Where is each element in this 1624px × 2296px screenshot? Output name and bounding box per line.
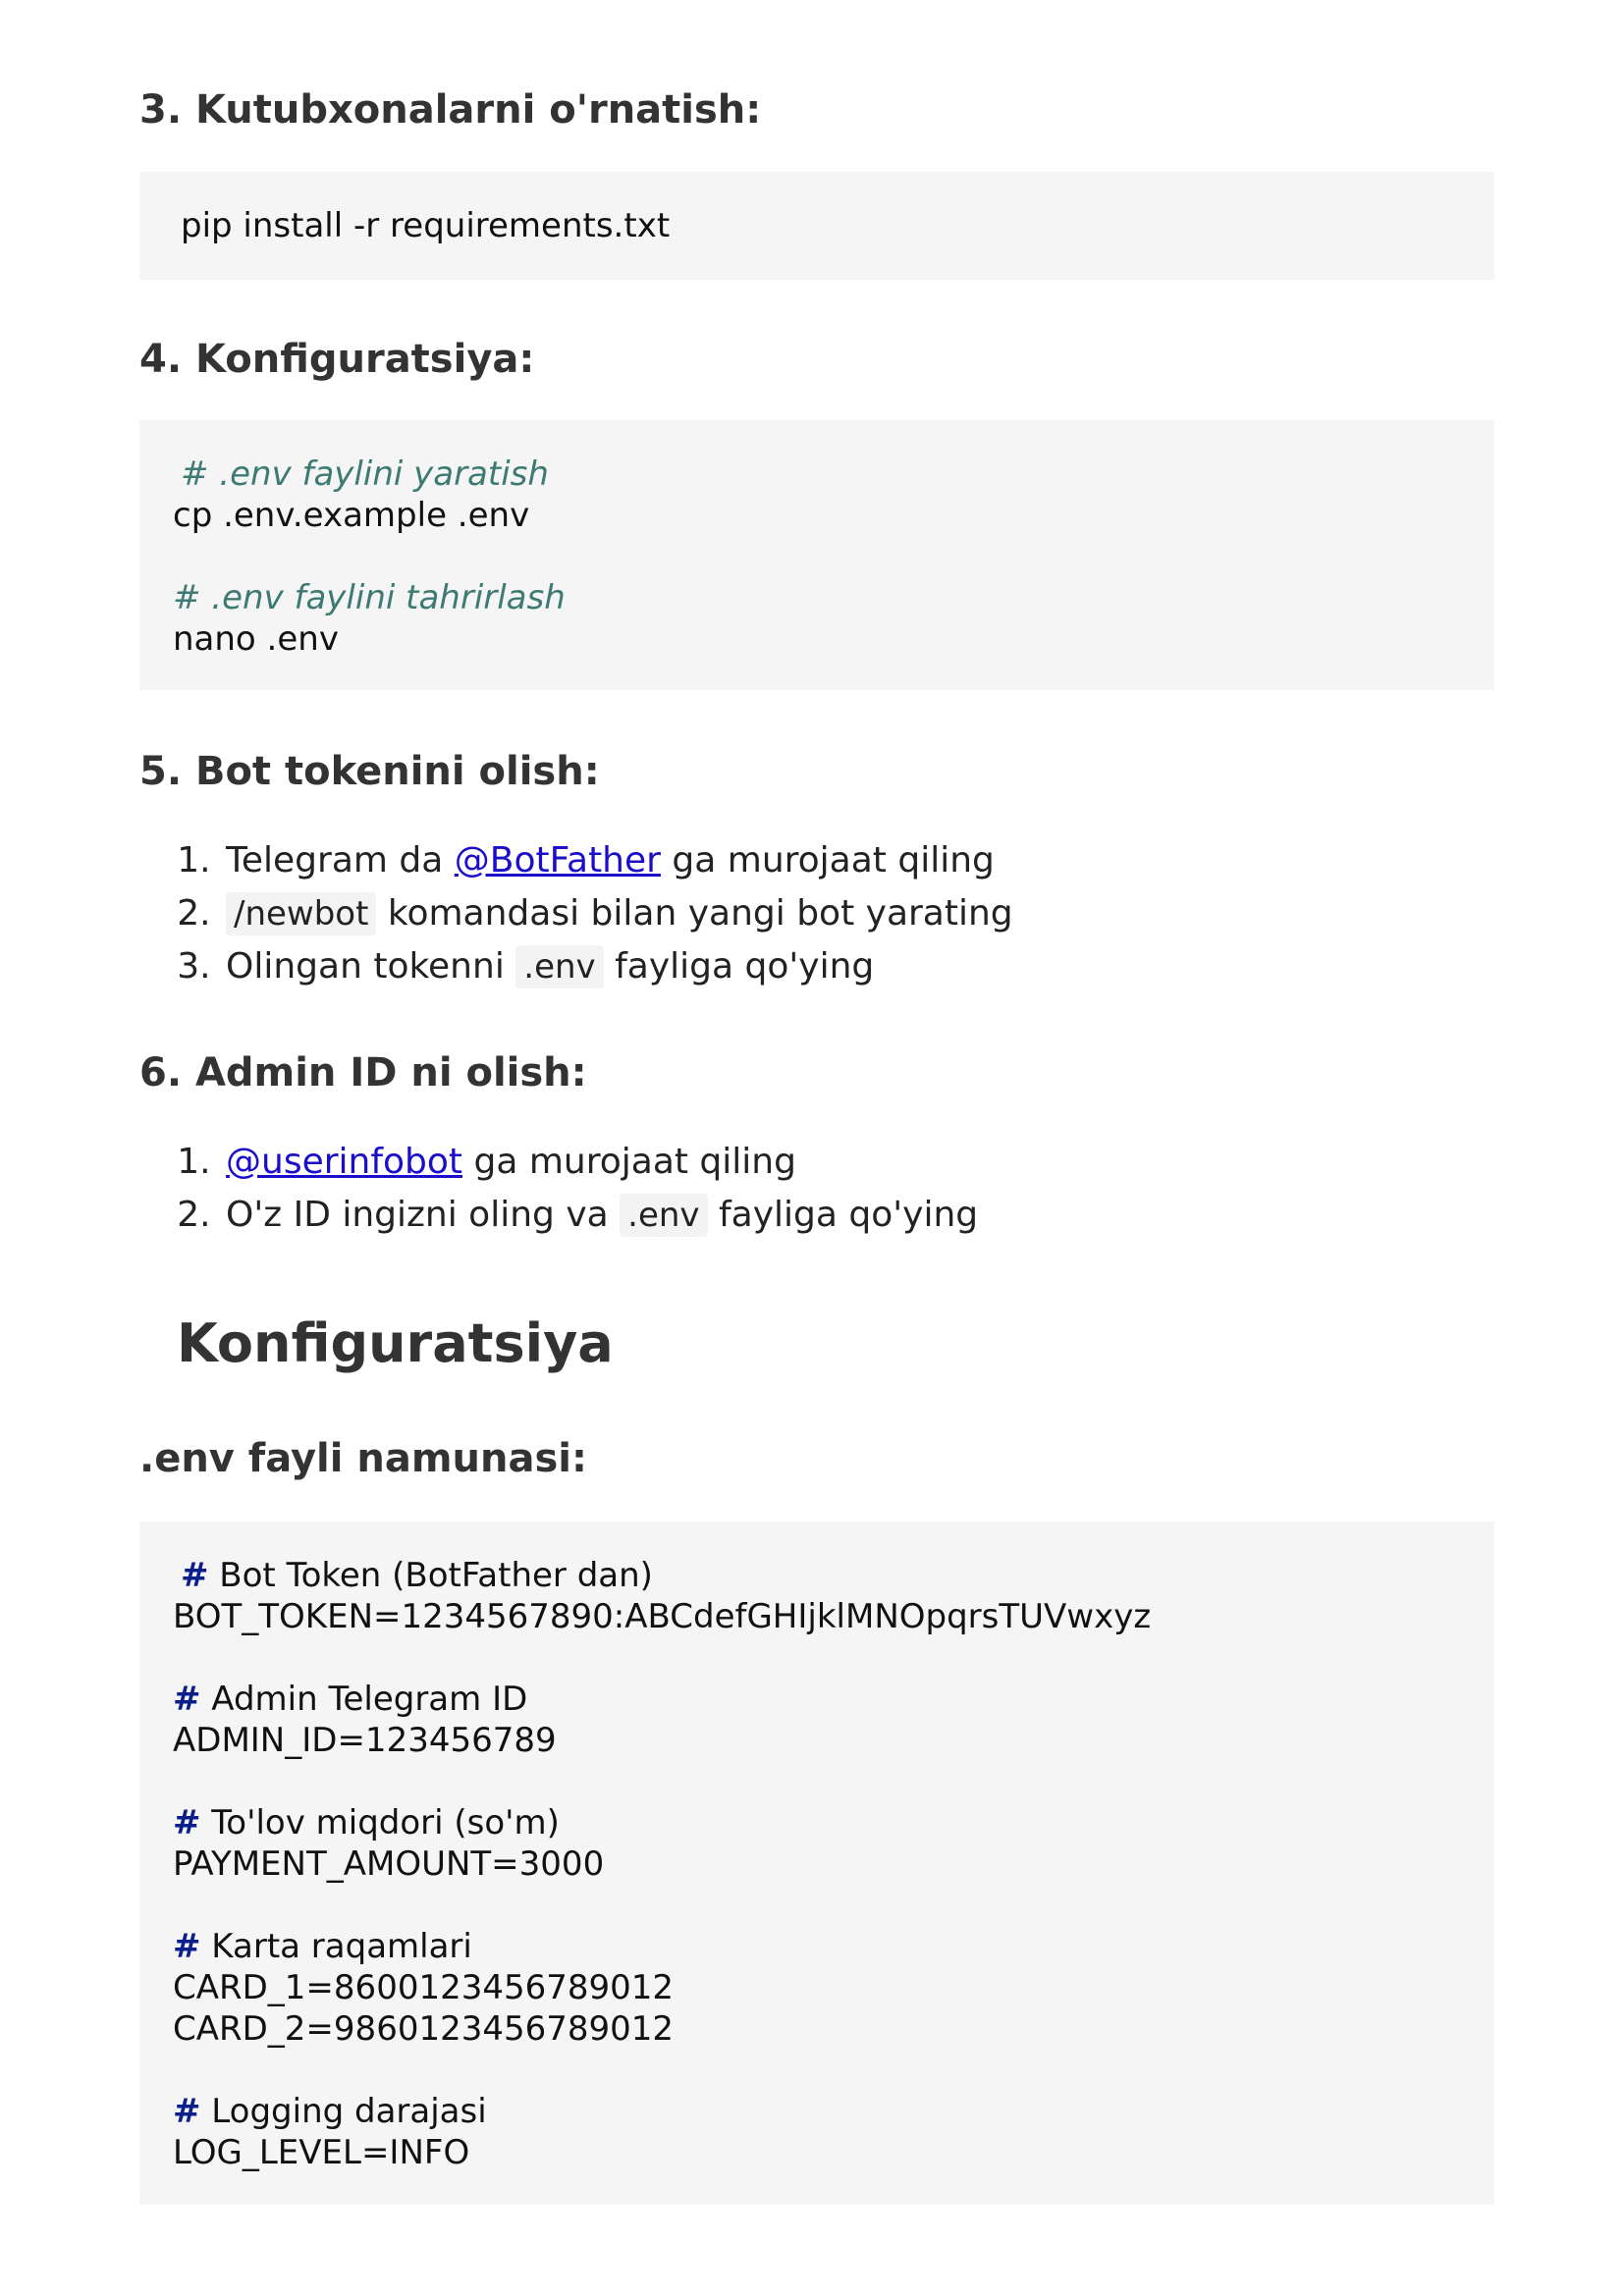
list-item: 1. @userinfobot ga murojaat qiling <box>222 1136 978 1189</box>
code-line: CARD_2=9860123456789012 <box>173 2009 675 2049</box>
botfather-link[interactable]: @BotFather <box>454 840 661 881</box>
code-block-install <box>139 172 1494 280</box>
env-sample-heading: .env fayli namunasi: <box>139 1436 587 1481</box>
code-comment: # .env faylini tahrirlash <box>173 578 566 617</box>
list-item: 1. Telegram da @BotFather ga murojaat qiling <box>222 834 1013 887</box>
code-line: LOG_LEVEL=INFO <box>173 2133 470 2172</box>
heading-admin: 6. Admin ID ni olish: <box>139 1050 587 1095</box>
code-block-env <box>139 1522 1494 2205</box>
code-block-config <box>139 420 1494 690</box>
code-line: ADMIN_ID=123456789 <box>173 1721 557 1760</box>
code-line: PAYMENT_AMOUNT=3000 <box>173 1844 605 1884</box>
heading-token: 5. Bot tokenini olish: <box>139 749 600 794</box>
code-comment: # To'lov miqdori (so'm) <box>173 1803 560 1842</box>
inline-code: .env <box>515 945 603 988</box>
code-comment: # Admin Telegram ID <box>173 1680 528 1719</box>
code-line: nano .env <box>173 619 339 659</box>
userinfobot-link[interactable]: @userinfobot <box>226 1142 463 1182</box>
inline-code: /newbot <box>226 892 376 935</box>
code-line: cp .env.example .env <box>173 496 530 535</box>
code-line: BOT_TOKEN=1234567890:ABCdefGHIjklMNOpqrsTUVwxyz <box>173 1597 1152 1636</box>
admin-steps-list <box>187 1136 978 1242</box>
code-comment: # Bot Token (BotFather dan) <box>181 1556 653 1595</box>
heading-config: 4. Konfiguratsiya: <box>139 337 535 382</box>
code-comment: # Karta raqamlari <box>173 1927 472 1966</box>
list-item: 2. O'z ID ingizni oling va .env fayliga qo'ying <box>222 1189 978 1242</box>
inline-code: .env <box>620 1194 707 1237</box>
list-item: 2. /newbot komandasi bilan yangi bot yarating <box>222 887 1013 940</box>
code-line: CARD_1=8600123456789012 <box>173 1968 675 2007</box>
token-steps-list <box>187 834 1013 993</box>
heading-install: 3. Kutubxonalarni o'rnatish: <box>139 87 762 133</box>
section-title-configuration: Konfiguratsiya <box>177 1312 614 1374</box>
code-comment: # Logging darajasi <box>173 2092 487 2131</box>
list-item: 3. Olingan tokenni .env fayliga qo'ying <box>222 940 1013 993</box>
code-comment: # .env faylini yaratish <box>181 454 549 494</box>
code-line: pip install -r requirements.txt <box>181 206 671 245</box>
